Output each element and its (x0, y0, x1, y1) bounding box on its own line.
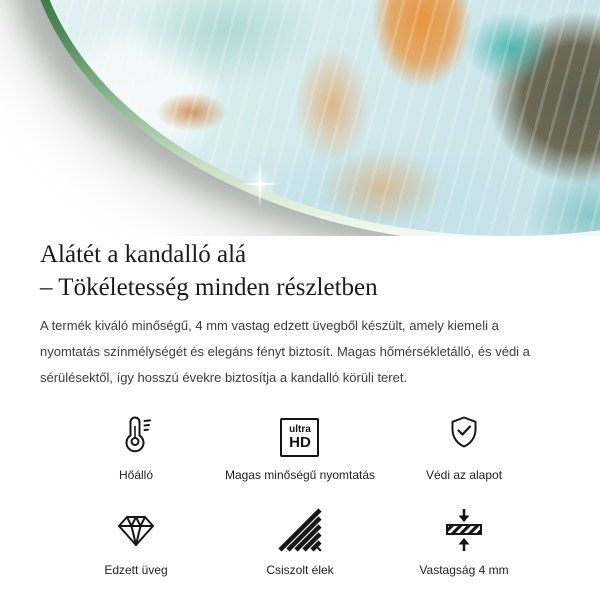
feature-label: Magas minőségű nyomtatás (224, 468, 376, 482)
feature-tempered-glass (104, 500, 167, 577)
feature-label: Vastagság 4 mm (419, 563, 509, 577)
shield-check-icon (442, 405, 486, 457)
product-description-section (0, 238, 600, 577)
page-title-line2: – Tökéletesség minden részletben (40, 274, 378, 301)
page-title (40, 238, 560, 304)
polished-edges-icon (278, 500, 322, 552)
uhd-badge-text-small: ultra (289, 424, 311, 435)
feature-label: Edzett üveg (104, 563, 168, 577)
product-hero-image (0, 0, 600, 236)
feature-label: Hőálló (118, 468, 154, 482)
product-description-text: A termék kiváló minőségű, 4 mm vastag edzett üvegből készült, amely kiemeli a nyomtatás színmélységét és elegáns fényt biztosít. Magas hőmérsékletálló, és védi a sérülésektől, így hosszú évekre biztosítja a kandalló körüli teret. (40, 318, 530, 385)
page-title-line1: Alátét a kandalló alá (40, 241, 247, 268)
feature-grid (54, 405, 546, 577)
feature-print-quality (225, 405, 375, 482)
feature-polished-edges (266, 500, 333, 577)
diamond-icon (114, 500, 158, 552)
uhd-badge-text-large: HD (289, 434, 311, 451)
ultra-hd-badge-icon (280, 405, 319, 457)
thermometer-icon (114, 405, 158, 457)
feature-thickness (419, 500, 508, 577)
feature-label: Csiszolt élek (266, 563, 334, 577)
feature-label: Védi az alapot (425, 468, 503, 482)
feature-heat-resistant (114, 405, 158, 482)
thickness-icon (442, 500, 486, 552)
feature-protects-base (426, 405, 502, 482)
